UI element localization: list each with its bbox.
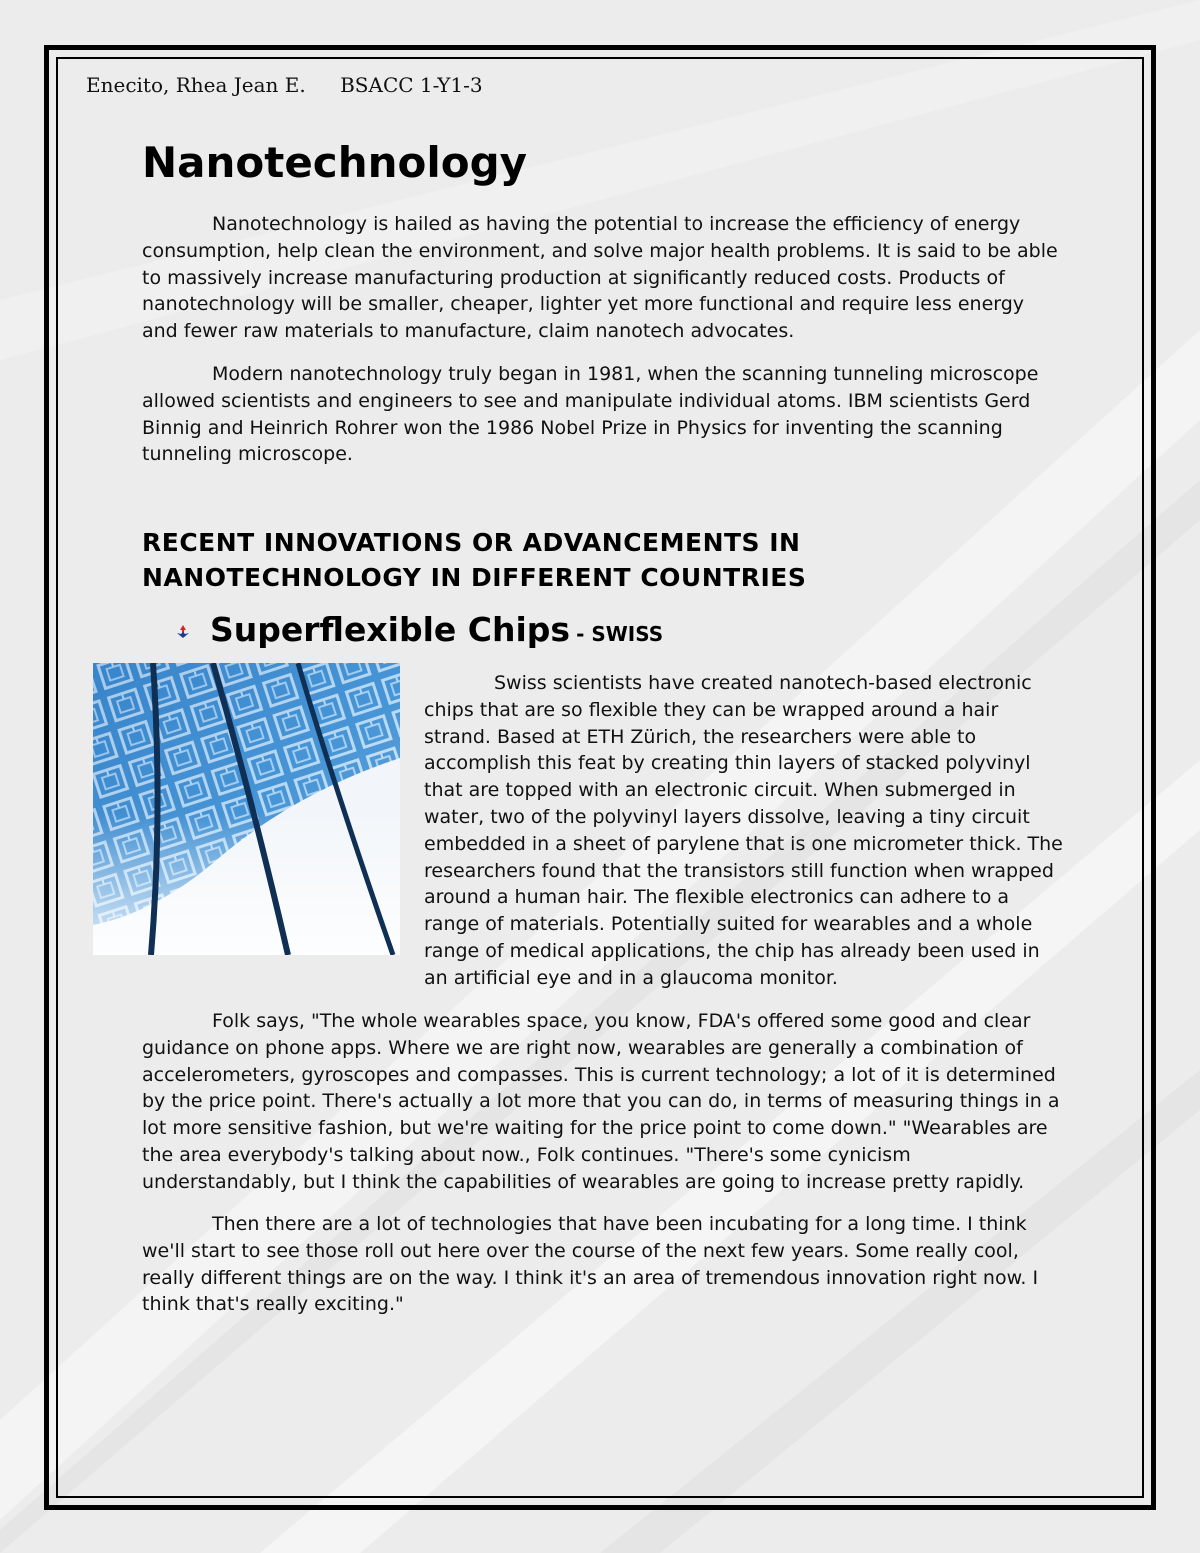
page-title: Nanotechnology: [142, 138, 528, 187]
quote-paragraph-1: Folk says, "The whole wearables space, you know, FDA's offered some good and clear guidance on phone apps. Where we are right now, wearables are generally a combination of accelerometers, gyroscopes and compasses. This is current technology; a lot of it is determined by the price point. There's actually a lot more that you can do, in terms of measuring things in a lot more sensitive fashion, but we're waiting for the price point to come down." "Wearables are the area everybody's talking about now., Folk continues. "There's some cynicism understandably, but I think the capabilities of wearables are going to increase pretty rapidly.: [142, 1010, 1060, 1193]
innovation-country: - SWISS: [576, 622, 664, 646]
class-code: BSACC 1-Y1-3: [340, 73, 483, 97]
quote-paragraph-2: Then there are a lot of technologies that have been incubating for a long time. I think we'll start to see those roll out here over the course of the next few years. Some really cool, really different things are on the way. I think it's an area of tremendous innovation right now. I think that's really exciting.": [142, 1213, 1039, 1316]
section-heading: [142, 525, 1042, 595]
innovation-title: Superflexible Chips: [210, 610, 571, 649]
section-heading-line-2: NANOTECHNOLOGY IN DIFFERENT COUNTRIES: [142, 563, 807, 592]
arrow-bullet-icon: [176, 624, 190, 638]
innovation-paragraph: Swiss scientists have created nanotech-based electronic chips that are so flexible they can be wrapped around a hair strand. Based at ETH Zürich, the researchers were able to accomplish this feat by creating thin layers of stacked polyvinyl that are topped with an electronic circuit. When submerged in water, two of the polyvinyl layers dissolve, leaving a tiny circuit embedded in a sheet of parylene that is one micrometer thick. The researchers found that the transistors still function when wrapped around a human hair. The flexible electronics can adhere to a range of materials. Potentially suited for wearables and a whole range of medical applications, the chip has already been used in an artificial eye and in a glaucoma monitor.: [424, 672, 1063, 989]
author-name: Enecito, Rhea Jean E.: [86, 73, 306, 97]
author-header: [86, 73, 483, 97]
flexible-chip-image: [93, 663, 400, 955]
section-heading-line-1: RECENT INNOVATIONS OR ADVANCEMENTS IN: [142, 528, 801, 557]
innovation-item-heading: [176, 610, 663, 649]
intro-paragraph-1: Nanotechnology is hailed as having the potential to increase the efficiency of energy consumption, help clean the environment, and solve major health problems. It is said to be able to massively increase manufacturing production at significantly reduced costs. Products of nanotechnology will be smaller, cheaper, lighter yet more functional and require less energy and fewer raw materials to manufacture, claim nanotech advocates.: [142, 213, 1058, 343]
intro-paragraph-2: Modern nanotechnology truly began in 1981, when the scanning tunneling microscope allowed scientists and engineers to see and manipulate individual atoms. IBM scientists Gerd Binnig and Heinrich Rohrer won the 1986 Nobel Prize in Physics for inventing the scanning tunneling microscope.: [142, 363, 1039, 466]
